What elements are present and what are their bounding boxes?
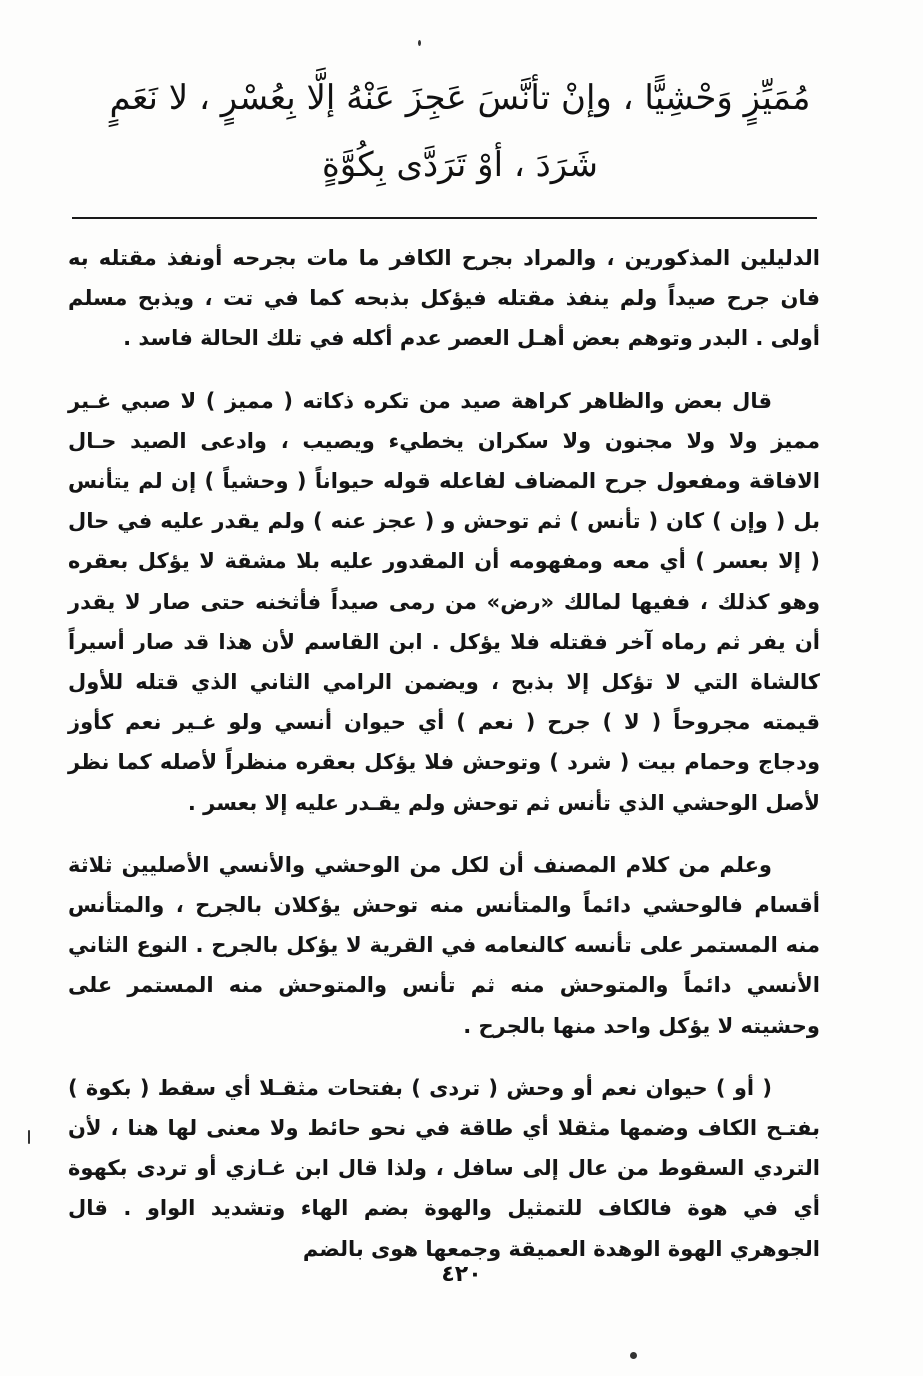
commentary-body	[68, 238, 820, 1291]
paragraph-3: وعلم من كلام المصنف أن لكل من الوحشي والأنسي الأصليين ثلاثة أقسام فالوحشي دائماً والمتأنس منه توحش يؤكلان بالجرح ، والمتأنس منه المستمر على تأنسه كالنعامه في القرية لا يؤكل بالجرح . النوع الثاني الأنسي دائماً والمتوحش منه ثم تأنس والمتوحش منه المستمر على وحشيته لا يؤكل واحد منها بالجرح .	[68, 852, 820, 1038]
scan-speck	[630, 1352, 637, 1359]
paragraph-2: قال بعض والظاهر كراهة صيد من تكره ذكاته ( مميز ) لا صبي غـير مميز ولا ولا مجنون ولا سكران يخطيء ويصيب ، وادعى الصيد حـال الافاقة ومفعول جرح المضاف لفاعله قوله حيواناً ( وحشياً ) إن لم يتأنس بل ( وإن ) كان ( تأنس ) ثم توحش و ( عجز عنه ) ولم يقدر عليه في حال ( إلا بعسر ) أي معه ومفهومه أن المقدور عليه بلا مشقة لا يؤكل بعقره وهو كذلك ، ففيها لمالك «رض» من رمى صيداً فأثخنه حتى صار لا يقدر أن يفر ثم رماه آخر فقتله فلا يؤكل . ابن القاسم لأن هذا قد صار أسيراً كالشاة التي لا تؤكل إلا بذبح ، ويضمن الرامي الثاني الذي قتله للأول قيمته مجروحاً ( لا ) جرح ( نعم ) أي حيوان أنسي ولو غـير نعم كأوز ودجاج وحمام بيت ( شرد ) وتوحش فلا يؤكل بعقره منظراً لأصله كما نظر لأصل الوحشي الذي تأنس ثم توحش ولم يقـدر عليه إلا بعسر .	[68, 388, 820, 815]
separator-rule	[72, 217, 817, 219]
page-number: ٤٢٠	[441, 1262, 482, 1287]
scan-speck	[28, 1130, 30, 1144]
verse-line-1: مُمَيِّزٍ وَحْشِيًّا ، وإنْ تأنَّسَ عَجِزَ عَنْهُ إلَّا بِعُسْرٍ ، لا نَعَمٍ	[109, 78, 811, 118]
verse-line-2: شَرَدَ ، أوْ تَرَدَّى بِكُوَّةٍ	[321, 145, 599, 185]
paragraph-1: الدليلين المذكورين ، والمراد بجرح الكافر ما مات بجرحه أونفذ مقتله به فان جرح صيداً ولم ينفذ مقتله فيؤكل بذبحه كما في تت ، ويذبح مسلم أولى . البدر وتوهم بعض أهـل العصر عدم أكله في تلك الحالة فاسد .	[68, 246, 820, 351]
paragraph-4: ( أو ) حيوان نعم أو وحش ( تردى ) بفتحات مثقـلا أي سقط ( بكوة ) بفتـح الكاف وضمها مثقلا أي طاقة في نحو حائط ولا معنى لها هنا ، لأن التردي السقوط من عال إلى سافل ، ولذا قال ابن غـازي أو تردى بكهوة أي في هوة فالكاف للتمثيل والهوة بضم الهاء وتشديد الواو . قال الجوهري الهوة الوهدة العميقة وجمعها هوى بالضم	[68, 1075, 820, 1261]
scan-speck	[418, 40, 421, 46]
